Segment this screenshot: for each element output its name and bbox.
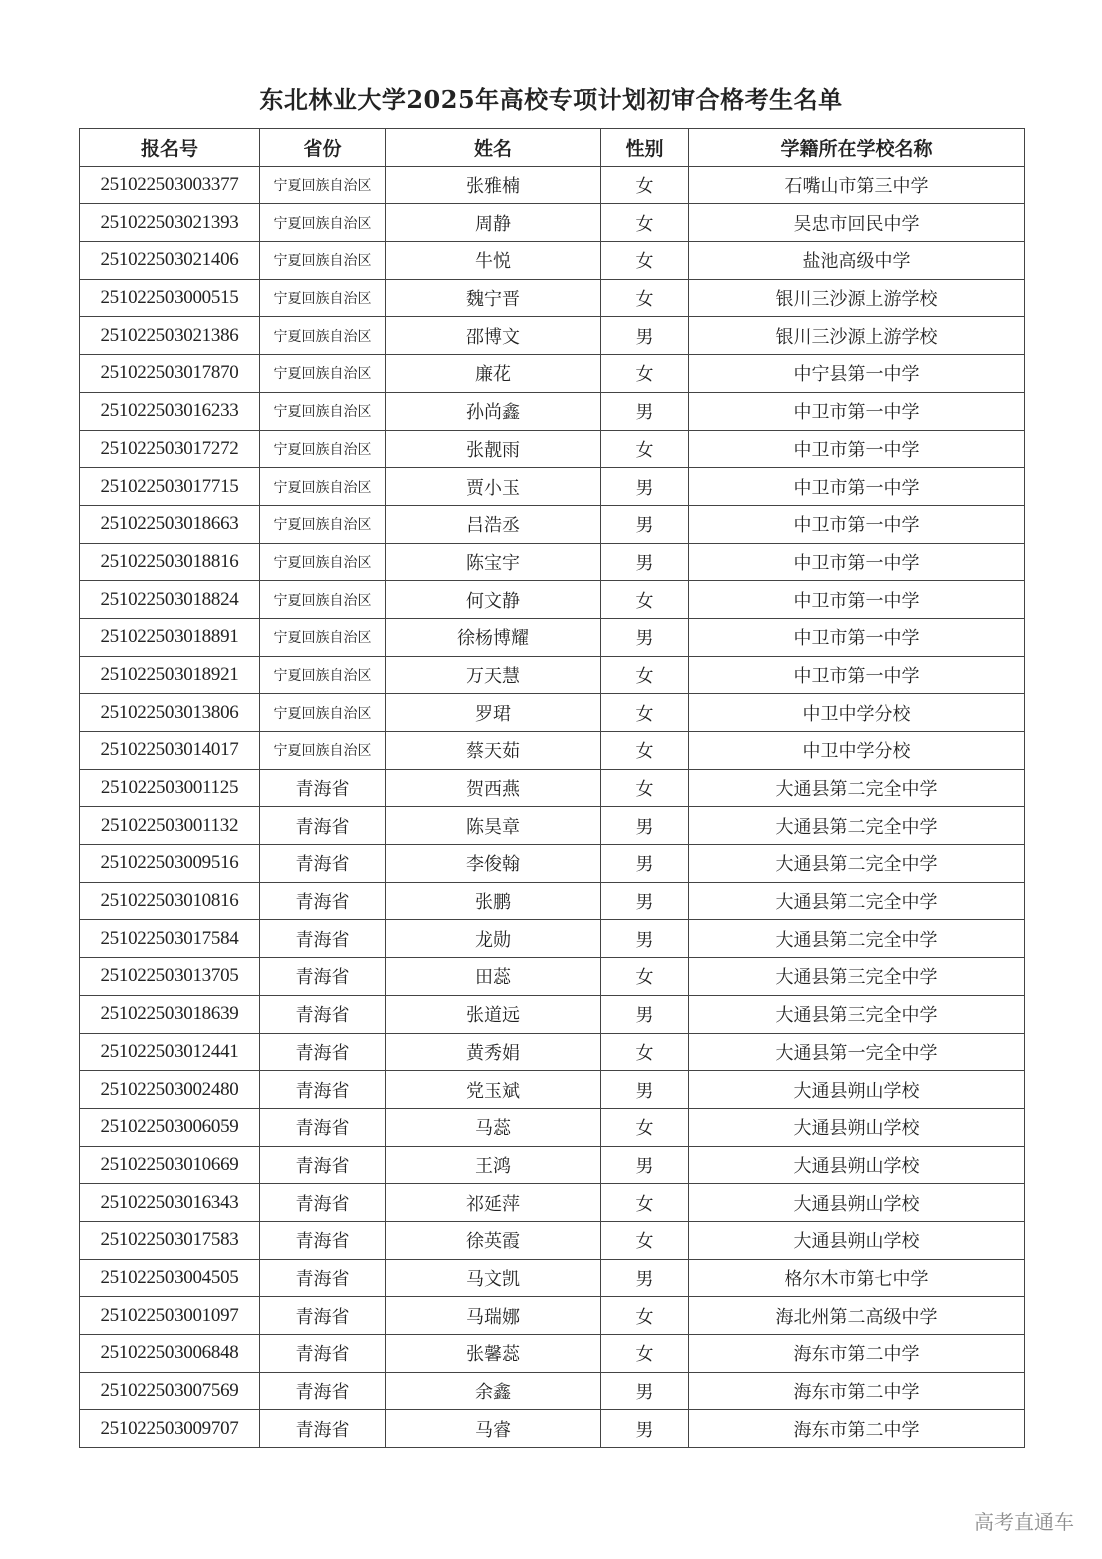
table-row [80, 430, 1025, 468]
registration-number-cell: 251022503021393 [80, 204, 260, 242]
gender-cell: 女 [601, 430, 689, 468]
registration-number-cell: 251022503021406 [80, 242, 260, 280]
name-cell: 魏宁晋 [386, 279, 601, 317]
gender-cell: 男 [601, 1372, 689, 1410]
gender-cell: 女 [601, 1335, 689, 1373]
school-cell: 吴忠市回民中学 [689, 204, 1025, 242]
document-title: 东北林业大学2025年高校专项计划初审合格考生名单 [259, 85, 843, 114]
gender-cell: 男 [601, 505, 689, 543]
province-cell: 宁夏回族自治区 [260, 355, 386, 393]
province-cell: 青海省 [260, 1410, 386, 1448]
table-row [80, 1184, 1025, 1222]
name-cell: 牛悦 [386, 242, 601, 280]
name-cell: 田蕊 [386, 958, 601, 996]
province-cell: 宁夏回族自治区 [260, 279, 386, 317]
province-cell: 青海省 [260, 1221, 386, 1259]
table-row [80, 166, 1025, 204]
table-header-row [80, 129, 1025, 167]
name-cell: 马睿 [386, 1410, 601, 1448]
province-cell: 青海省 [260, 920, 386, 958]
table-row [80, 1071, 1025, 1109]
registration-number-cell: 251022503021386 [80, 317, 260, 355]
gender-cell: 男 [601, 543, 689, 581]
registration-number-cell: 251022503006848 [80, 1335, 260, 1373]
registration-number-cell: 251022503018639 [80, 995, 260, 1033]
gender-cell: 男 [601, 807, 689, 845]
table-body [80, 166, 1025, 1447]
table-row [80, 656, 1025, 694]
name-cell: 万天慧 [386, 656, 601, 694]
name-cell: 龙勋 [386, 920, 601, 958]
school-cell: 银川三沙源上游学校 [689, 279, 1025, 317]
table-row [80, 204, 1025, 242]
registration-number-cell: 251022503014017 [80, 732, 260, 770]
registration-number-cell: 251022503007569 [80, 1372, 260, 1410]
name-cell: 何文静 [386, 581, 601, 619]
province-cell: 青海省 [260, 769, 386, 807]
gender-cell: 女 [601, 166, 689, 204]
name-cell: 张道远 [386, 995, 601, 1033]
table-row [80, 392, 1025, 430]
table-row [80, 1335, 1025, 1373]
province-cell: 宁夏回族自治区 [260, 204, 386, 242]
name-cell: 陈昊章 [386, 807, 601, 845]
school-cell: 大通县朔山学校 [689, 1108, 1025, 1146]
name-cell: 吕浩丞 [386, 505, 601, 543]
table-row [80, 1372, 1025, 1410]
registration-number-cell: 251022503009516 [80, 845, 260, 883]
gender-cell: 女 [601, 732, 689, 770]
table-row [80, 995, 1025, 1033]
header-registration-number: 报名号 [80, 129, 260, 167]
name-cell: 罗珺 [386, 694, 601, 732]
province-cell: 青海省 [260, 1297, 386, 1335]
gender-cell: 女 [601, 1108, 689, 1146]
candidate-table [79, 128, 1025, 1448]
table-row [80, 543, 1025, 581]
province-cell: 宁夏回族自治区 [260, 543, 386, 581]
gender-cell: 男 [601, 1259, 689, 1297]
name-cell: 陈宝宇 [386, 543, 601, 581]
table-row [80, 581, 1025, 619]
school-cell: 海东市第二中学 [689, 1410, 1025, 1448]
school-cell: 大通县第三完全中学 [689, 995, 1025, 1033]
table-row [80, 694, 1025, 732]
registration-number-cell: 251022503001097 [80, 1297, 260, 1335]
school-cell: 海北州第二高级中学 [689, 1297, 1025, 1335]
gender-cell: 男 [601, 1410, 689, 1448]
school-cell: 海东市第二中学 [689, 1335, 1025, 1373]
name-cell: 邵博文 [386, 317, 601, 355]
name-cell: 马蕊 [386, 1108, 601, 1146]
province-cell: 青海省 [260, 1108, 386, 1146]
registration-number-cell: 251022503017715 [80, 468, 260, 506]
province-cell: 宁夏回族自治区 [260, 505, 386, 543]
school-cell: 中宁县第一中学 [689, 355, 1025, 393]
province-cell: 青海省 [260, 1071, 386, 1109]
gender-cell: 男 [601, 392, 689, 430]
name-cell: 贾小玉 [386, 468, 601, 506]
registration-number-cell: 251022503001125 [80, 769, 260, 807]
registration-number-cell: 251022503018824 [80, 581, 260, 619]
gender-cell: 女 [601, 656, 689, 694]
province-cell: 宁夏回族自治区 [260, 732, 386, 770]
school-cell: 石嘴山市第三中学 [689, 166, 1025, 204]
registration-number-cell: 251022503010816 [80, 882, 260, 920]
name-cell: 孙尚鑫 [386, 392, 601, 430]
registration-number-cell: 251022503013705 [80, 958, 260, 996]
table-row [80, 242, 1025, 280]
school-cell: 海东市第二中学 [689, 1372, 1025, 1410]
table-row [80, 355, 1025, 393]
province-cell: 青海省 [260, 807, 386, 845]
name-cell: 廉花 [386, 355, 601, 393]
name-cell: 张馨蕊 [386, 1335, 601, 1373]
registration-number-cell: 251022503006059 [80, 1108, 260, 1146]
name-cell: 王鸿 [386, 1146, 601, 1184]
registration-number-cell: 251022503012441 [80, 1033, 260, 1071]
registration-number-cell: 251022503000515 [80, 279, 260, 317]
gender-cell: 女 [601, 204, 689, 242]
school-cell: 中卫市第一中学 [689, 468, 1025, 506]
table-row [80, 1259, 1025, 1297]
header-gender: 性别 [601, 129, 689, 167]
table-row [80, 1297, 1025, 1335]
registration-number-cell: 251022503017272 [80, 430, 260, 468]
province-cell: 青海省 [260, 1033, 386, 1071]
school-cell: 盐池高级中学 [689, 242, 1025, 280]
gender-cell: 男 [601, 618, 689, 656]
school-cell: 大通县第二完全中学 [689, 807, 1025, 845]
gender-cell: 男 [601, 468, 689, 506]
name-cell: 余鑫 [386, 1372, 601, 1410]
name-cell: 贺西燕 [386, 769, 601, 807]
registration-number-cell: 251022503017584 [80, 920, 260, 958]
table-row [80, 317, 1025, 355]
province-cell: 宁夏回族自治区 [260, 166, 386, 204]
school-cell: 大通县朔山学校 [689, 1146, 1025, 1184]
table-row [80, 505, 1025, 543]
gender-cell: 女 [601, 694, 689, 732]
province-cell: 青海省 [260, 1372, 386, 1410]
school-cell: 中卫中学分校 [689, 694, 1025, 732]
gender-cell: 女 [601, 1221, 689, 1259]
gender-cell: 女 [601, 1033, 689, 1071]
registration-number-cell: 251022503002480 [80, 1071, 260, 1109]
school-cell: 中卫市第一中学 [689, 543, 1025, 581]
header-school: 学籍所在学校名称 [689, 129, 1025, 167]
registration-number-cell: 251022503018891 [80, 618, 260, 656]
province-cell: 宁夏回族自治区 [260, 317, 386, 355]
gender-cell: 男 [601, 920, 689, 958]
table-row [80, 807, 1025, 845]
province-cell: 青海省 [260, 958, 386, 996]
school-cell: 中卫市第一中学 [689, 505, 1025, 543]
gender-cell: 男 [601, 845, 689, 883]
gender-cell: 男 [601, 882, 689, 920]
name-cell: 张雅楠 [386, 166, 601, 204]
registration-number-cell: 251022503018921 [80, 656, 260, 694]
school-cell: 大通县朔山学校 [689, 1221, 1025, 1259]
table-row [80, 845, 1025, 883]
table-row [80, 732, 1025, 770]
name-cell: 徐杨博耀 [386, 618, 601, 656]
watermark: 高考直通车 [974, 1510, 1074, 1534]
gender-cell: 男 [601, 1071, 689, 1109]
province-cell: 宁夏回族自治区 [260, 242, 386, 280]
gender-cell: 女 [601, 242, 689, 280]
registration-number-cell: 251022503013806 [80, 694, 260, 732]
registration-number-cell: 251022503018663 [80, 505, 260, 543]
name-cell: 蔡天茹 [386, 732, 601, 770]
registration-number-cell: 251022503016343 [80, 1184, 260, 1222]
gender-cell: 女 [601, 279, 689, 317]
school-cell: 中卫市第一中学 [689, 581, 1025, 619]
school-cell: 大通县朔山学校 [689, 1071, 1025, 1109]
school-cell: 中卫市第一中学 [689, 618, 1025, 656]
table-row [80, 769, 1025, 807]
province-cell: 宁夏回族自治区 [260, 392, 386, 430]
name-cell: 黄秀娟 [386, 1033, 601, 1071]
gender-cell: 男 [601, 995, 689, 1033]
table-row [80, 1033, 1025, 1071]
gender-cell: 女 [601, 355, 689, 393]
table-row [80, 279, 1025, 317]
school-cell: 中卫市第一中学 [689, 392, 1025, 430]
name-cell: 祁延萍 [386, 1184, 601, 1222]
gender-cell: 女 [601, 958, 689, 996]
name-cell: 马瑞娜 [386, 1297, 601, 1335]
name-cell: 李俊翰 [386, 845, 601, 883]
gender-cell: 女 [601, 1184, 689, 1222]
province-cell: 青海省 [260, 1259, 386, 1297]
gender-cell: 女 [601, 769, 689, 807]
name-cell: 张鹏 [386, 882, 601, 920]
school-cell: 大通县第二完全中学 [689, 769, 1025, 807]
province-cell: 宁夏回族自治区 [260, 468, 386, 506]
province-cell: 青海省 [260, 1146, 386, 1184]
school-cell: 中卫市第一中学 [689, 430, 1025, 468]
table-row [80, 1108, 1025, 1146]
school-cell: 大通县朔山学校 [689, 1184, 1025, 1222]
province-cell: 宁夏回族自治区 [260, 618, 386, 656]
name-cell: 党玉斌 [386, 1071, 601, 1109]
province-cell: 宁夏回族自治区 [260, 694, 386, 732]
name-cell: 周静 [386, 204, 601, 242]
school-cell: 大通县第二完全中学 [689, 920, 1025, 958]
school-cell: 大通县第二完全中学 [689, 882, 1025, 920]
registration-number-cell: 251022503017870 [80, 355, 260, 393]
school-cell: 大通县第三完全中学 [689, 958, 1025, 996]
table-row [80, 1410, 1025, 1448]
name-cell: 张靓雨 [386, 430, 601, 468]
table-row [80, 1221, 1025, 1259]
name-cell: 马文凯 [386, 1259, 601, 1297]
school-cell: 中卫市第一中学 [689, 656, 1025, 694]
registration-number-cell: 251022503009707 [80, 1410, 260, 1448]
school-cell: 中卫中学分校 [689, 732, 1025, 770]
registration-number-cell: 251022503017583 [80, 1221, 260, 1259]
province-cell: 青海省 [260, 995, 386, 1033]
school-cell: 银川三沙源上游学校 [689, 317, 1025, 355]
header-name: 姓名 [386, 129, 601, 167]
registration-number-cell: 251022503016233 [80, 392, 260, 430]
province-cell: 青海省 [260, 882, 386, 920]
registration-number-cell: 251022503018816 [80, 543, 260, 581]
province-cell: 宁夏回族自治区 [260, 656, 386, 694]
registration-number-cell: 251022503003377 [80, 166, 260, 204]
province-cell: 青海省 [260, 845, 386, 883]
registration-number-cell: 251022503001132 [80, 807, 260, 845]
table-row [80, 882, 1025, 920]
school-cell: 大通县第一完全中学 [689, 1033, 1025, 1071]
registration-number-cell: 251022503010669 [80, 1146, 260, 1184]
table-row [80, 618, 1025, 656]
province-cell: 青海省 [260, 1184, 386, 1222]
table-row [80, 958, 1025, 996]
province-cell: 宁夏回族自治区 [260, 581, 386, 619]
gender-cell: 女 [601, 1297, 689, 1335]
table-row [80, 468, 1025, 506]
school-cell: 大通县第二完全中学 [689, 845, 1025, 883]
gender-cell: 男 [601, 1146, 689, 1184]
table-row [80, 920, 1025, 958]
school-cell: 格尔木市第七中学 [689, 1259, 1025, 1297]
gender-cell: 女 [601, 581, 689, 619]
name-cell: 徐英霞 [386, 1221, 601, 1259]
table-row [80, 1146, 1025, 1184]
header-province: 省份 [260, 129, 386, 167]
province-cell: 宁夏回族自治区 [260, 430, 386, 468]
gender-cell: 男 [601, 317, 689, 355]
province-cell: 青海省 [260, 1335, 386, 1373]
registration-number-cell: 251022503004505 [80, 1259, 260, 1297]
